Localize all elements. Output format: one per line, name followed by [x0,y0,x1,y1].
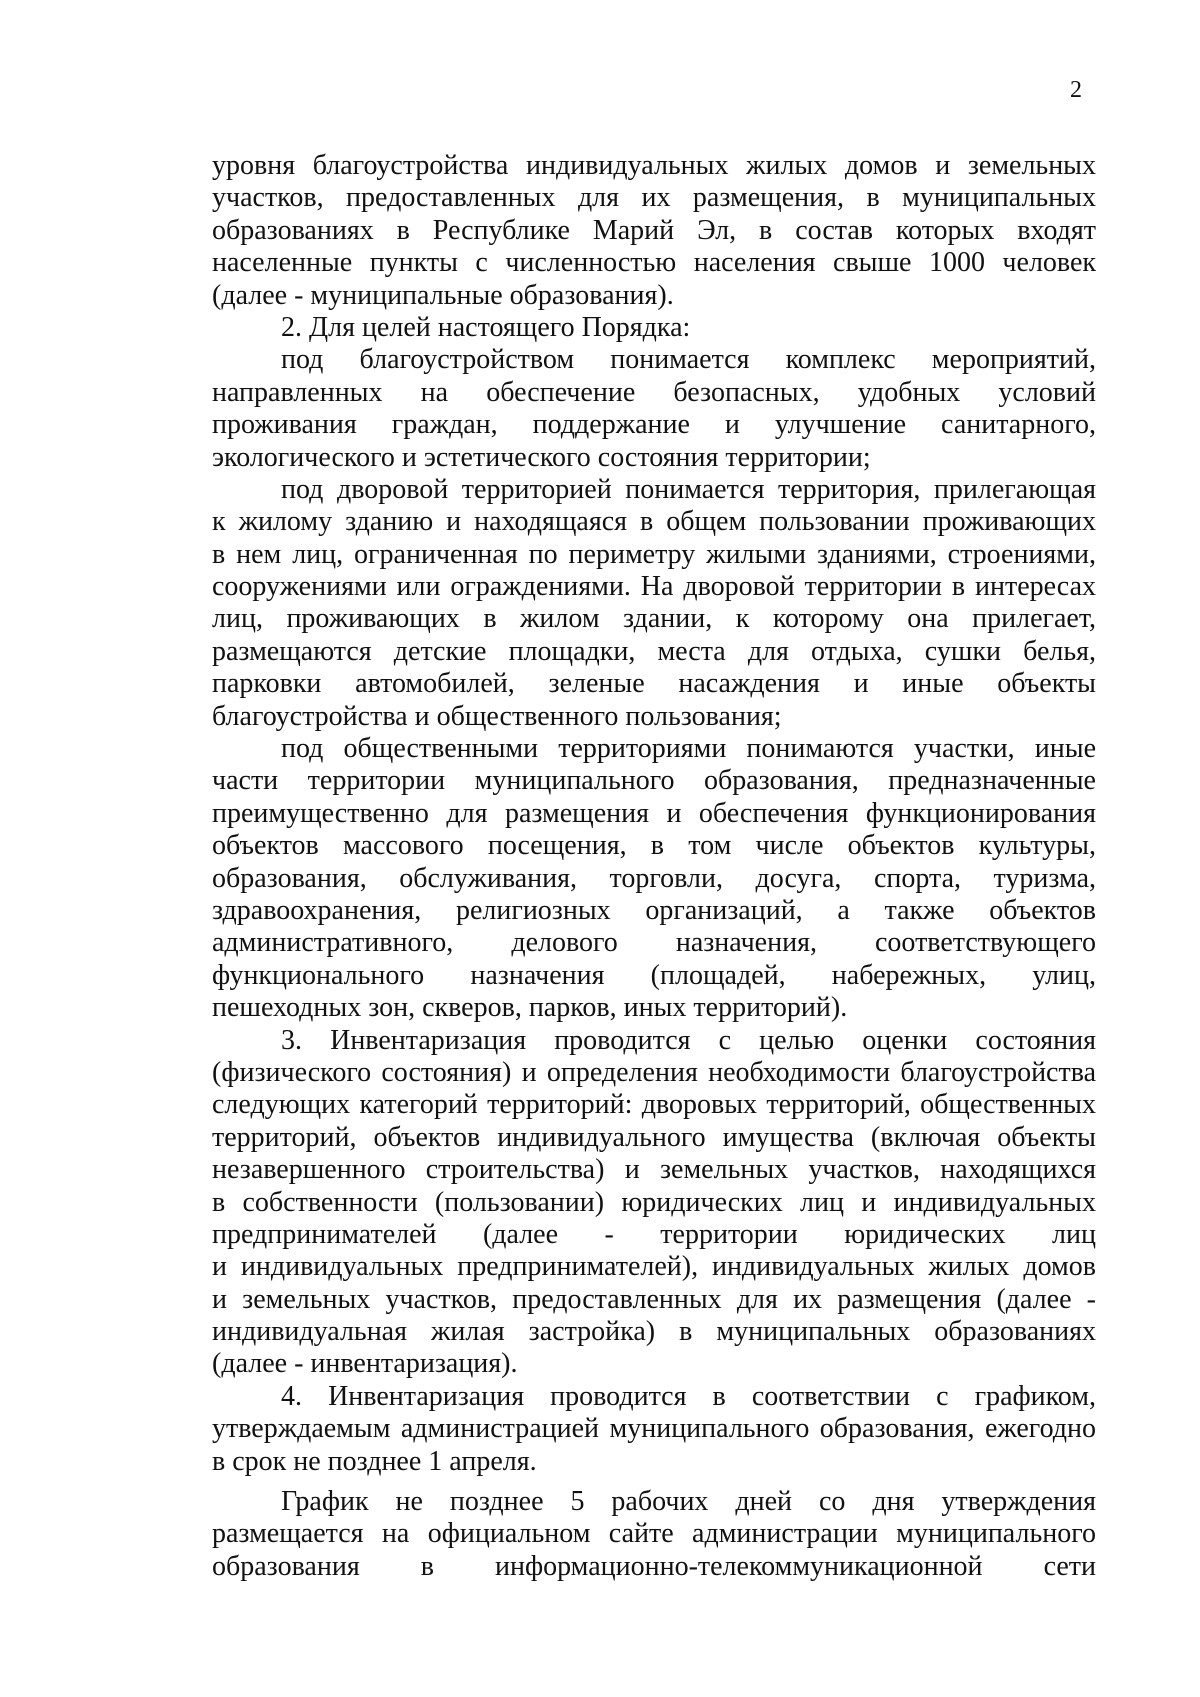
text-line: административного, делового назначения, соответствующего [212,927,1096,959]
text-line: образованиях в Республике Марий Эл, в состав которых входят [212,214,1096,246]
page-number: 2 [1070,77,1082,103]
text-line: утверждаемым администрацией муниципального образования, ежегодно [212,1413,1096,1445]
text-line: экологического и эстетического состояния территории; [212,441,871,473]
text-line: объектов массового посещения, в том числе объектов культуры, [212,830,1096,862]
text-line: здравоохранения, религиозных организаций, а также объектов [212,894,1096,926]
text-line: парковки автомобилей, зеленые насаждения и иные объекты [212,668,1096,700]
paragraph-gap [212,1478,1096,1486]
text-line: к жилому зданию и находящаяся в общем пользовании проживающих [212,506,1096,538]
text-line: следующих категорий территорий: дворовых территорий, общественных [212,1089,1096,1121]
text-line: части территории муниципального образования, предназначенные [212,765,1096,797]
text-line: участков, предоставленных для их размещения, в муниципальных [212,182,1096,214]
text-line: 2. Для целей настоящего Порядка: [281,311,691,343]
text-line: лиц, проживающих в жилом здании, к которому она прилегает, [212,603,1096,635]
text-line: в собственности (пользовании) юридических лиц и индивидуальных [212,1186,1096,1218]
text-line: уровня благоустройства индивидуальных жилых домов и земельных [212,150,1096,181]
text-line: направленных на обеспечение безопасных, удобных условий [212,376,1096,408]
text-line: образования, обслуживания, торговли, досуга, спорта, туризма, [212,862,1096,894]
text-line: благоустройства и общественного пользования; [212,700,782,732]
text-line: проживания граждан, поддержание и улучшение санитарного, [212,409,1096,441]
text-line: и земельных участков, предоставленных для их размещения (далее - [212,1283,1096,1315]
text-line: населенные пункты с численностью населения свыше 1000 человек [212,247,1096,279]
document-body [212,150,1096,1583]
text-line: пешеходных зон, скверов, парков, иных территорий). [212,992,848,1024]
text-line: 4. Инвентаризация проводится в соответствии с графиком, [281,1380,1096,1412]
text-line: (далее - инвентаризация). [212,1348,518,1380]
text-line: функционального назначения (площадей, набережных, улиц, [212,959,1096,991]
text-line: под дворовой территорией понимается территория, прилегающая [281,473,1096,505]
text-line: размещается на официальном сайте администрации муниципального [212,1518,1096,1550]
text-line: в нем лиц, ограниченная по периметру жилыми зданиями, строениями, [212,538,1096,570]
text-line: предпринимателей (далее - территории юридических лиц [212,1218,1096,1250]
text-line: и индивидуальных предпринимателей), индивидуальных жилых домов [212,1251,1096,1283]
text-line: (физического состояния) и определения необходимости благоустройства [212,1056,1096,1088]
text-line: 3. Инвентаризация проводится с целью оценки состояния [281,1024,1096,1056]
text-line: под благоустройством понимается комплекс мероприятий, [281,344,1096,376]
text-line: (далее - муниципальные образования). [212,279,674,311]
text-line: в срок не позднее 1 апреля. [212,1445,537,1477]
text-line: незавершенного строительства) и земельных участков, находящихся [212,1154,1096,1186]
text-line: преимущественно для размещения и обеспечения функционирования [212,797,1096,829]
text-line: территорий, объектов индивидуального имущества (включая объекты [212,1121,1096,1153]
text-line: График не позднее 5 рабочих дней со дня утверждения [281,1486,1096,1518]
text-line: под общественными территориями понимаются участки, иные [281,733,1096,765]
text-line: размещаются детские площадки, места для отдыха, сушки белья, [212,635,1096,667]
text-line: сооружениями или ограждениями. На дворовой территории в интересах [212,571,1096,603]
text-line: образования в информационно-телекоммуникационной сети [212,1550,1096,1582]
text-line: индивидуальная жилая застройка) в муниципальных образованиях [212,1316,1096,1348]
